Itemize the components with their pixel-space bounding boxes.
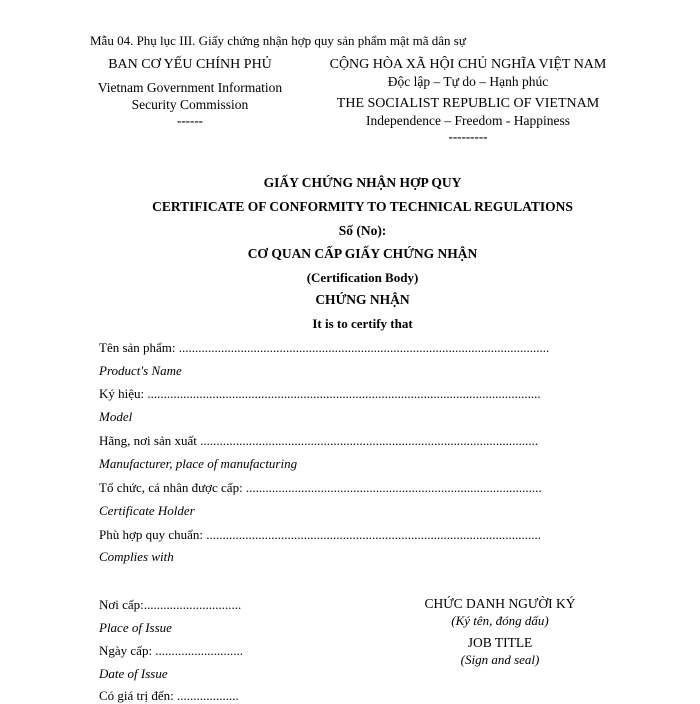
agency-name-en-line2: Security Commission [131,97,249,112]
complies-with-field: Phù hợp quy chuẩn: ....................................................................................................... [99,527,542,542]
date-of-issue-field: Ngày cấp: ........................... [99,643,244,658]
right-divider: --------- [448,129,488,144]
certify-heading-vi: CHỨNG NHẬN [315,292,410,307]
certification-body-vi: CƠ QUAN CẤP GIẤY CHỨNG NHẬN [247,246,478,261]
certify-heading-en: It is to certify that [312,316,413,331]
certification-body-en: (Certification Body) [306,270,419,285]
motto-en: Independence – Freedom - Happiness [366,113,570,128]
model-label-en: Model [99,409,133,424]
certificate-number-label: Số (No): [338,223,387,238]
signer-note-vi: (Ký tên, đóng dấu) [451,613,549,628]
product-name-label-en: Product's Name [99,363,182,378]
left-divider: ------ [177,113,203,128]
valid-until-field: Có giá trị đến: ................... [99,688,239,703]
form-reference: Mẫu 04. Phụ lục III. Giấy chứng nhận hợp quy sản phẩm mật mã dân sự [90,33,466,48]
certificate-holder-field: Tổ chức, cá nhân được cấp: ........................................................................................... [99,480,542,495]
certificate-holder-label-en: Certificate Holder [99,503,195,518]
manufacturer-field: Hãng, nơi sản xuất ........................................................................................................ [99,433,539,448]
complies-with-label-en: Complies with [99,549,174,564]
place-of-issue-field: Nơi cấp:.............................. [99,597,242,612]
signer-title-en: JOB TITLE [467,635,533,650]
agency-name-vi: BAN CƠ YẾU CHÍNH PHỦ [108,57,272,72]
state-name-en: THE SOCIALIST REPUBLIC OF VIETNAM [336,96,600,111]
signer-note-en: (Sign and seal) [460,652,540,667]
certificate-title-vi: GIẤY CHỨNG NHẬN HỢP QUY [263,175,462,190]
product-name-field: Tên sản phẩm: .................................................................................................................. [99,340,550,355]
manufacturer-label-en: Manufacturer, place of manufacturing [99,456,298,471]
place-of-issue-label-en: Place of Issue [99,620,172,635]
model-field: Ký hiệu: ......................................................................................................................... [99,386,541,401]
date-of-issue-label-en: Date of Issue [99,666,168,681]
motto-vi: Độc lập – Tự do – Hạnh phúc [387,74,549,89]
agency-name-en-line1: Vietnam Government Information [97,80,283,95]
state-name-vi: CỘNG HÒA XÃ HỘI CHỦ NGHĨA VIỆT NAM [329,57,607,72]
signer-title-vi: CHỨC DANH NGƯỜI KÝ [424,596,576,611]
certificate-title-en: CERTIFICATE OF CONFORMITY TO TECHNICAL REGULATIONS [152,199,573,214]
